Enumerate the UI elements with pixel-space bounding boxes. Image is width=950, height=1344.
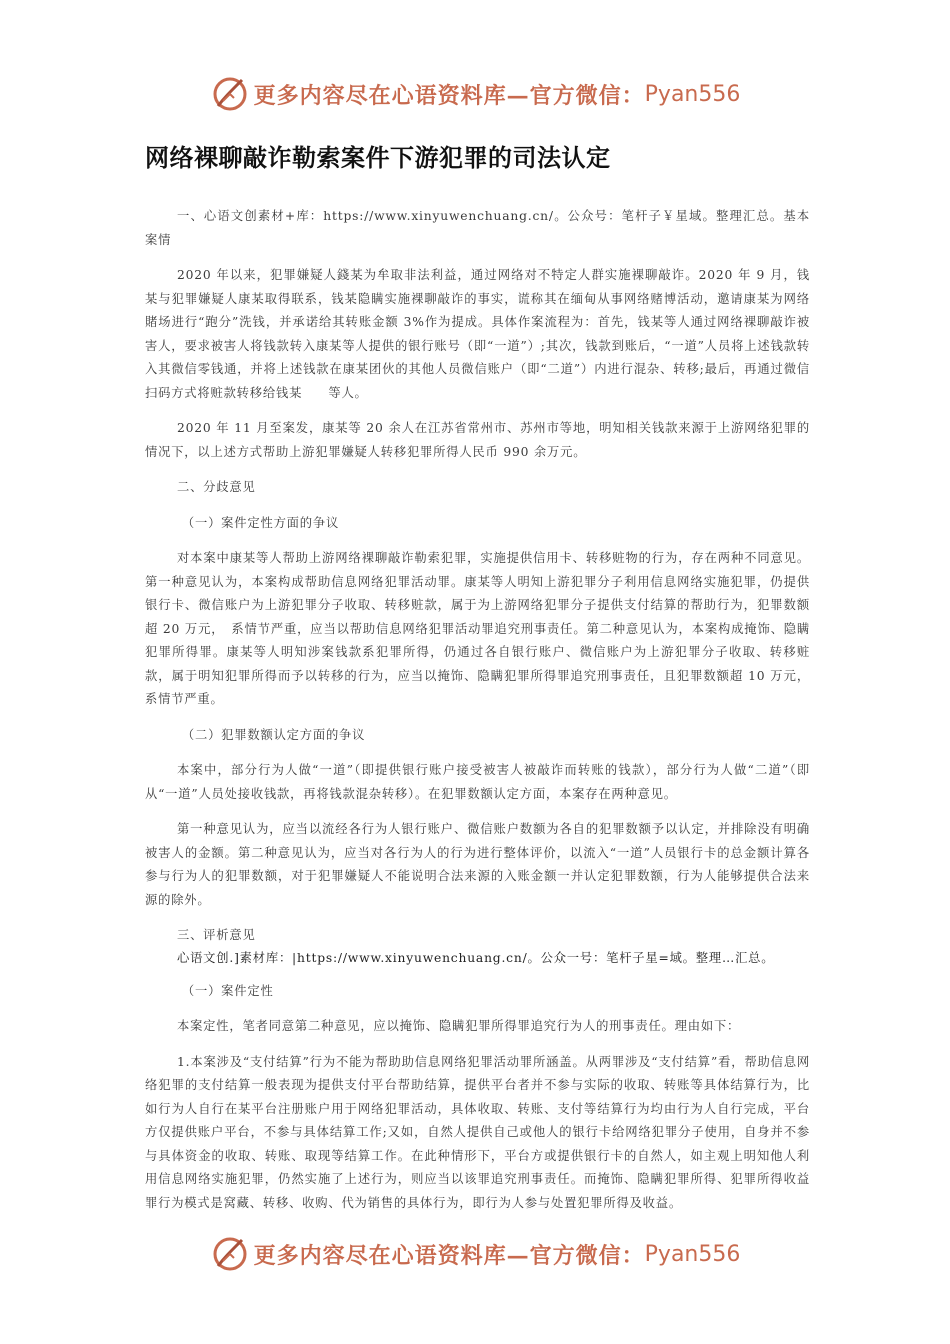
banner-text: 更多内容尽在心语资料库—官方微信：	[253, 82, 645, 109]
watermark-banner-bottom	[0, 1232, 950, 1276]
document-body	[145, 205, 810, 1227]
section-heading-1: 一、心语文创素材+库：https://www.xinyuwenchuang.cn/。公众号：笔杆子￥星域。整理汇总。基本案情	[145, 209, 810, 247]
paragraph: 本案中，部分行为人做“一道”（即提供银行账户接受被害人被敲诈而转账的钱款），部分行为人做“二道”（即从“一道”人员处接收钱款，再将钱款混杂转移）。在犯罪数额认定方面，本案存在两种意见。	[145, 763, 810, 801]
paragraph: 第一种意见认为，应当以流经各行为人银行账户、微信账户数额为各自的犯罪数额予以认定，并排除没有明确被害人的金额。第二种意见认为，应当对各行为人的行为进行整体评价，以流入“一道”人员银行卡的总金额计算各参与行为人的犯罪数额，对于犯罪嫌疑人不能说明合法来源的入账金额一并认定犯罪数额，行为人能够提供合法来源的除外。	[145, 822, 810, 907]
section-heading-3: 三、评析意见	[176, 928, 256, 942]
paragraph: 1.本案涉及“支付结算”行为不能为帮助助信息网络犯罪活动罪所涵盖。从两罪涉及“支付结算”看，帮助信息网络犯罪的支付结算一般表现为提供支付平台帮助结算，提供平台者并不参与实际的收取、转账等具体结算行为，比如行为人自行在某平台注册账户用于网络犯罪活动，具体收取、转账、支付等结算行为均由行为人自行完成，平台方仅提供账户平台，不参与具体结算工作;又如，自然人提供自己或他人的银行卡给网络犯罪分子使用，自身并不参与具体资金的收取、转账、取现等结算工作。在此种情形下，平台方或提供银行卡的自然人，如主观上明知他人利用信息网络实施犯罪，仍然实施了上述行为，则应当以该罪追究刑事责任。而掩饰、隐瞒犯罪所得、犯罪所得收益罪行为模式是窝藏、转移、收购、代为销售的具体行为，即行为人参与处置犯罪所得及收益。	[145, 1054, 810, 1210]
paragraph: 2020 年 11 月至案发，康某等 20 余人在江苏省常州市、苏州市等地，明知相关钱款来源于上游网络犯罪的情况下，以上述方式帮助上游犯罪嫌疑人转移犯罪所得人民币 990 余万元。	[145, 421, 810, 459]
paragraph: 2020 年以来，犯罪嫌疑人錢某为牟取非法利益，通过网络对不特定人群实施裸聊敲诈。2020 年 9 月，钱某与犯罪嫌疑人康某取得联系，钱某隐瞒实施裸聊敲诈的事实，谎称其在缅甸从事网络赌博活动，邀请康某为网络賭场进行“跑分”洗钱，并承诺给其转账金额 3%作为提成。具体作案流程为：首先，钱某等人通过网络裸聊敲诈被害人，要求被害人将钱款转入康某等人提供的银行账号（即“一道”）;其次，钱款到账后，“一道”人员将上述钱款转入其微信零钱通，并将上述钱款在康某团伙的其他人员微信账户（即“二道”）内进行混杂、转移;最后，再通过微信扫码方式将赃款转移给钱某 等人。	[145, 268, 810, 400]
banner-text: 更多内容尽在心语资料库—官方微信：	[253, 1242, 645, 1269]
paragraph: 对本案中康某等人帮助上游网络裸聊敲诈勒索犯罪，实施提供信用卡、转移赃物的行为，存在两种不同意见。第一种意见认为，本案构成帮助信息网络犯罪活动罪。康某等人明知上游犯罪分子利用信息网络实施犯罪，仍提供银行卡、微信账户为上游犯罪分子收取、转移赃款，属于为上游网络犯罪分子提供支付结算的帮助行为，犯罪数额超 20 万元， 系情节严重，应当以帮助信息网络犯罪活动罪追究刑事责任。第二种意见认为，本案构成掩饰、隐瞒犯罪所得罪。康某等人明知涉案钱款系犯罪所得，仍通过各自银行账户、微信账户为上游犯罪分子收取、转移赃款，属于明知犯罪所得而予以转移的行为，应当以掩饰、隐瞒犯罪所得罪追究刑事责任，且犯罪数额超 10 万元，系情节严重。	[145, 551, 810, 706]
banner-wechat-id: Pyan556	[644, 1241, 741, 1267]
watermark-line: 心语文创.]素材库：|https://www.xinyuwenchuang.cn/。公众一号：笔杆子星=域。整理…汇总。	[176, 950, 775, 965]
subsection-heading: （二）犯罪数额认定方面的争议	[181, 727, 366, 742]
subsection-heading: （一）案件定性方面的争议	[181, 515, 340, 530]
watermark-banner-top	[0, 72, 950, 116]
pen-logo-icon	[210, 1234, 250, 1274]
subsection-heading: （一）案件定性	[181, 983, 274, 998]
paragraph: 本案定性，笔者同意第二种意见，应以掩饰、隐瞒犯罪所得罪追究行为人的刑事责任。理由如下：	[176, 1019, 741, 1033]
page-title: 网络裸聊敲诈勒索案件下游犯罪的司法认定	[145, 144, 611, 172]
banner-wechat-id: Pyan556	[644, 81, 741, 107]
section-heading-2: 二、分歧意见	[176, 480, 256, 494]
pen-logo-icon	[210, 74, 250, 114]
